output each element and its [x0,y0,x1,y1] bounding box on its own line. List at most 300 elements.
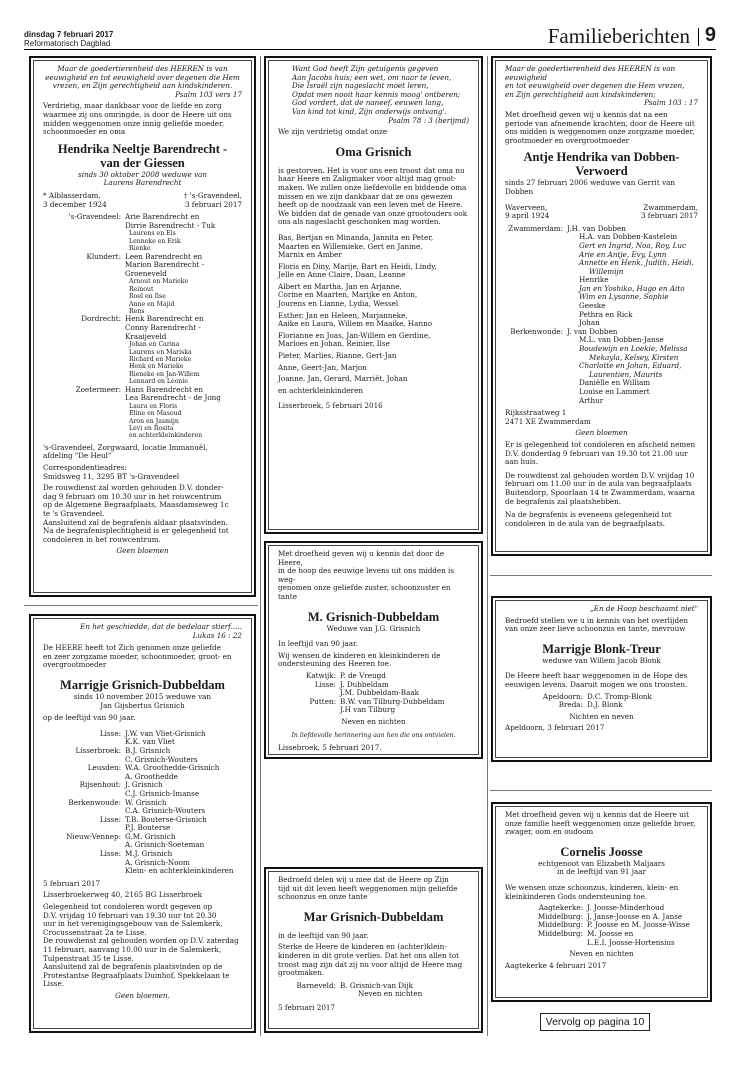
intro-line: onze familie heeft weggenomen onze geliefde broer, [505,818,696,828]
correspondence-line: Smidsweg 11, 3295 BT 's-Gravendeel [43,471,180,481]
deceased-name [505,150,698,178]
grandchildren-line: Marloes en Johan, Reinier, Ilse [278,339,390,349]
issue-date: dinsdag 7 februari 2017 [24,30,114,39]
notice-text [278,943,469,977]
family-name: Conny Barendrecht - Kraaijeveld [125,322,201,341]
intro-line: De HEERE heeft tot Zich genomen onze geliefde [43,643,221,653]
grandchildren-line: Corine en Maarten, Marijke en Anton, [278,290,418,300]
notice-date: 5 februari 2017 [43,878,101,888]
intro-line: schoonzus en onze tante [278,892,368,902]
grandchildren-group [278,283,469,309]
notice-intro [505,111,698,145]
grandchild-name: Reinout [129,285,154,293]
widow-line: sinds 30 oktober 2008 weduwe van [78,169,207,179]
verse-line: Maar de goedertierenheid des HEEREN is van eeuwigheid [505,64,676,82]
family-name: Hans Barendrecht en [125,384,204,394]
notice-footer: Apeldoorn, 3 februari 2017 [505,723,605,733]
family-subline: M.L. van Dobben-Janse [579,335,664,345]
family-subline: Jan en Yoshiko, Hugo en Aito [579,283,685,293]
family-name: J. Grisnich [125,780,163,790]
family-list [505,904,698,947]
family-name: C.A. Grisnich-Wouters [125,806,206,816]
death-date: 3 februari 2017 [640,211,698,221]
family-entry [43,764,242,781]
widow-of: sinds 27 februari 2006 weduwe van Gerrit van Dobben [505,178,675,196]
grandchildren-line: en achterkleinkinderen [278,385,363,395]
funeral-line: de begrafenis zal plaatshebben. [505,496,622,506]
family-place: Lisse: [99,728,121,738]
family-name: W.A. Groothedde-Grisnich [125,763,220,773]
correspondence-line: Correspondentieadres: [43,462,127,472]
intro-line: grootmoeder en overgrootmoeder [505,135,630,145]
grandchild-name: Johan en Carina [129,341,180,349]
funeral-line: 11 februari, aanvang 10.00 uur in de Salemkerk, [43,945,222,954]
grandchildren-group [278,234,469,260]
family-names [125,816,242,833]
funeral-line: Aansluitend zal de begrafenis aldaar plaatsvinden. [43,517,228,527]
death-place: † 's-Gravendeel, [183,190,242,200]
family-subline: Geeske [579,301,606,311]
funeral-line: Er is gelegenheid tot condoleren en afscheid nemen [505,439,696,449]
header-divider [698,28,699,46]
family-names [125,315,242,385]
family-name: C. Grisnich-Wouters [125,754,198,764]
funeral-line: Na de begrafenisplechtigheid is er gelegenheid tot [43,526,229,536]
notice-intro [505,617,698,634]
grandchildren-line: Albert en Martha, Jan en Arjanne, [278,281,402,291]
notice-footer: Lissebroek, 5 februari 2017. [278,742,382,752]
verse-line: En het geschiedde, dat de bedelaar stierf..... [80,622,242,631]
family-names [125,764,242,781]
family-name: J.W. van Vliet-Grisnich [125,728,206,738]
family-names [567,328,698,405]
correspondence-address [43,464,242,481]
funeral-line: op de Algemene Begraafplaats, Maasdamseweg 1c [43,500,229,510]
funeral-line: De rouwdienst zal gehouden worden D.V. vrijdag 10 [505,470,695,480]
notice-mar-grisnich [264,867,483,1033]
notice-hendrika-barendrecht [29,56,256,597]
notice-oma-grisnich [264,56,483,534]
funeral-line: uur in het verenigingsgebouw van de Salemkerk, [43,919,223,929]
intro-line: genomen onze geliefde zuster, schoonzuster en tante [278,583,451,601]
notice-intro [278,876,469,902]
funeral-line: Na de begrafenis is eveneens gelegenheid tot [505,510,672,520]
verse-line: en Zijn gerechtigheid aan kindskinderen; [505,89,656,99]
birth-date: 9 april 1924 [505,211,550,221]
family-place: Klundert: [86,251,121,261]
text-line: heeft op de noodzaak van een leven met de Heere. [278,200,463,210]
grandchildren-group [278,332,469,349]
family-place: Leusden: [87,763,121,773]
family-place: Lisse: [314,679,336,689]
verse-line: vrezen, en Zijn gerechtigheid aan kindskinderen. [52,81,233,91]
widow-line: sinds 10 november 2015 weduwe van [73,691,212,701]
family-place: Zoetermeer: [75,384,121,394]
family-list [278,672,469,715]
birth-death [43,192,242,209]
intro-line: Bedroefd stellen we u in kennis van het overlijden [505,615,688,625]
family-name: A. Groothedde [125,771,178,781]
family-place: Lisserbroek: [75,745,121,755]
funeral-info [43,484,242,544]
name-line: van der Giessen [100,155,185,170]
family-name: P.J. Bouterse [125,823,171,833]
grandchildren-group [278,263,469,280]
family-place: Berkenwoude: [68,797,121,807]
funeral-line: Crocussenstraat 2a te Lisse. [43,927,147,937]
text-line: eeuwigen levens. Daaruit mogen we ons troosten. [505,679,688,689]
notice-marrigje-blonk [491,596,712,762]
funeral-line: De rouwdienst zal worden gehouden D.V. donder- [43,483,224,493]
funeral-line: dag 9 februari om 10.30 uur in het rouwcentrum [43,491,222,501]
family-name: B.W. van Tilburg-Dubbeldam [340,696,445,706]
widow-of: weduwe van Willem Jacob Blonk [542,655,661,665]
name-line: Verwoerd [575,164,628,179]
grandchildren-line: Marnix en Amber [278,250,342,260]
deceased-name: Marrigje Grisnich-Dubbeldam [60,677,225,692]
page-number: 9 [704,24,716,46]
row-rule-3 [490,790,712,791]
column-rule-1 [260,56,261,1036]
verse-line: Aan Jacobs huis; een wet, om naar te leven, [292,72,452,82]
deceased-name: Oma Grisnich [335,144,412,159]
family-place: Barneveld: [296,980,336,990]
text-line: missen en we zijn dankbaar dat ze ons gewezen [278,191,453,201]
notice-m-grisnich [264,541,483,759]
text-line: kinderen in dit grote verlies. Dat het ons allen tot [278,950,460,960]
family-place: Middelburg: [537,920,583,930]
deceased-name: Marrigje Blonk-Treur [542,641,661,656]
family-entry [505,930,698,947]
grandchildren-line: Jelle en Anne Claire, Daan, Leanne [278,270,406,280]
verse-line: Want God heeft Zijn getuigenis gegeven [292,64,439,73]
family-name: C.J. Grisnich-Imanse [125,788,200,798]
family-place: 's-Gravendeel: [68,212,121,222]
grandchild-name: Aron en Jasmijn [129,417,179,425]
family-place: Lisse: [99,814,121,824]
family-list [505,693,698,710]
notice-text [278,167,469,227]
funeral-line: D.V. vrijdag 10 februari van 19.30 uur tot 20.30 [43,910,217,920]
intro-line: Verdrietig, maar dankbaar voor de liefde en zorg [43,101,222,111]
family-name: J. Janse-Joosse en A. Janse [587,911,683,921]
family-place: Lisse: [99,849,121,859]
death-place: Zwammerdam, [643,202,698,212]
notice-text [505,884,698,901]
birth-place: Waverveen, [505,202,548,212]
family-name: L.E.I. Joosse-Hortensius [587,937,675,947]
notice-marrigje-grisnich [29,614,256,1033]
family-entry [43,850,242,876]
family-entry [43,213,242,252]
family-names [125,213,242,252]
no-flowers-note: Geen bloemen. [115,990,170,1000]
funeral-line: condoleren in het rouwcentrum. [43,534,161,544]
family-name: Leen Barendrecht en [125,251,203,261]
family-place: Apeldoorn: [542,691,583,701]
text-line: troost mag zijn dat zij nu voor altijd de Heere mag [278,959,463,969]
age-line: in de leeftijd van 90 jaar. [278,930,369,940]
row-rule-2 [490,575,712,576]
funeral-line: te 's Gravendeel. [43,508,105,518]
family-names [340,698,469,715]
death-date: 3 februari 2017 [184,199,242,209]
grandchildren-line: Bas, Bertjan en Minanda, Jannita en Peter, [278,232,434,242]
family-subline: H.A. van Dobben-Kastelein [579,232,678,242]
text-line: De Heere heeft haar weggenomen in de Hope des [505,671,688,681]
family-entry [43,315,242,385]
grandchildren-line: Florianne en Joas, Jan-Willem en Gerdine, [278,330,431,340]
deceased-name: M. Grisnich-Dubbeldam [307,609,440,624]
family-list [43,730,242,876]
grandchildren-list [278,234,469,396]
family-names [340,681,469,698]
birth-place: * Alblasserdam, [43,190,101,200]
verse-line: Van kind tot kind, Zijn onderwijs ontvang'. [292,106,447,116]
address-line: Rijksstraatweg 1 [505,408,567,418]
grandchild-name: Rens [129,307,145,315]
family-names [125,386,242,440]
verse-line: God vordert, dat de naneef, eeuwen lang, [292,98,444,108]
family-name: P. Joosse en M. Joosse-Wisse [587,920,690,930]
family-place: Aagtekerke: [538,903,583,913]
notice-verse [43,65,242,91]
notice-text [505,672,698,689]
grandchildren-line: Joanne, Jan, Gerard, Marriët, Johan [278,374,408,384]
family-place: Breda: [558,700,583,710]
grandchildren-group [278,387,469,396]
family-entry [505,225,698,328]
birth-death [505,204,698,221]
intro-line: Met droefheid geven wij u kennis dat de Heere uit [505,810,689,819]
grandchildren-line: Maarten en Willemieke, Gert en Janine, [278,241,423,251]
funeral-line: Aansluitend zal de begrafenis plaatsvinden op de [43,962,223,972]
verse-reference: Psalm 103 vers 17 [175,89,242,99]
family-names [125,730,242,747]
intro-line: in de hoop des eeuwige levens uit ons midden is weg- [278,566,455,584]
verse-reference: Lukas 16 : 22 [192,630,242,640]
family-subline: Wim en Lysanne, Sophie [579,292,669,302]
family-subline: Louise en Lammert [579,387,650,396]
family-name: J.H. van Dobben [567,223,626,233]
family-names [125,747,242,764]
family-subline: Henrike [579,275,609,285]
intro-line: Met droefheid geven wij u kennis dat door de Heere, [278,549,445,567]
funeral-line: D.V. donderdag 9 februari van 19.30 tot 21.00 uur [505,448,688,458]
family-entry [43,799,242,816]
widow-line: Laurens Barendrecht [103,178,182,188]
family-subline: Gert en Ingrid, Noa, Roy, Luc [579,240,687,250]
grandchild-name: Eline en Masoud [129,410,182,418]
family-names [340,982,469,999]
family-entry [278,982,469,999]
family-entry [278,698,469,715]
notice-verse [278,65,469,117]
intro-line: van onze zeer lieve schoonzus en tante, mevrouw [505,624,686,634]
family-name: A. Grisnich-Noom [125,857,190,867]
family-name: J.M. Dubbeldam-Baak [340,688,420,698]
funeral-line: Gelegenheid tot condoleren wordt gegeven op [43,902,213,912]
text-line: ondersteuning des Heeren toe. [278,659,392,669]
verse-line: en tot eeuwigheid over degenen die Hem vrezen, [505,81,685,91]
verse-line: Die Israël zijn nageslacht moet leren, [292,81,429,91]
family-names [125,850,242,876]
funeral-line: Protestantse Begraafplaats Duinhof, Spekkelaan te [43,970,230,980]
family-name: A. Grisnich-Soeteman [125,840,205,850]
grandchildren-line: Jourens en Lianne, Lydia, Wessel [278,299,399,309]
intro-line: en zeer zorgzame moeder, schoonmoeder, groot- en [43,651,232,661]
grandchildren-line: Aaike en Laura, Willem en Maaike, Hanno [278,319,433,329]
family-place: Middelburg: [537,911,583,921]
address-line: 2471 XE Zwammerdam [505,416,591,426]
family-name: J.H van Tilburg [340,705,396,715]
notice-footer: Lisserbroek, 5 februari 2016 [278,401,383,411]
family-place: Rijsenhout: [79,780,121,790]
verse-line: Maar de goedertierenheid des HEEREN is van [57,64,228,73]
family-place: Dordrecht: [81,314,121,324]
grandchildren-line: Esther, Jan en Heleen, Marjanneke, [278,310,408,320]
grandchild-name: Henk en Marieke [129,363,184,371]
family-place: Nieuw-Vennep: [66,831,121,841]
grandchild-name: Rieneke en Jan-Willem [129,370,200,378]
grandchild-name: Levi en Rosita [129,424,174,432]
continued-on-page-link[interactable]: Vervolg op pagina 10 [540,1013,650,1031]
notice-intro [278,550,469,602]
text-line: We wensen onze schoonzus, kinderen, klein- en [505,882,679,892]
grandchild-name: en achterkleinkinderen [129,432,203,440]
family-names [587,701,698,710]
newspaper-name: Reformatorisch Dagblad [24,39,111,48]
section-title: Familieberichten [547,24,690,48]
text-line: Wij wensen de kinderen en kleinkinderen de [278,650,441,660]
grandchild-name: Roel en Ilse [129,293,166,301]
family-subline: Willemijn [589,266,624,276]
intro-line: Met droefheid geven wij u kennis dat na een [505,109,668,119]
grandchildren-group [278,312,469,329]
intro-line: Bedroefd delen wij u mee dat de Heere op Zijn [278,875,449,884]
age-line: In leeftijd van 90 jaar. [278,639,358,649]
family-name: J. Joosse-Minderhoud [587,903,665,913]
widow-of [43,693,242,710]
no-flowers-note: Geen bloemen [116,546,169,556]
family-name: D.C. Tromp-Blonk [587,691,652,701]
family-names [587,930,698,947]
family-name: Klein- en achterkleinkinderen [125,866,234,876]
family-names [125,781,242,798]
page-header-left [24,30,113,48]
birth-date: 3 december 1924 [43,199,107,209]
family-subline: Johan [579,318,600,328]
closing-line: Neven en nichten [358,989,423,999]
family-entry [278,681,469,698]
text-line: ons als nageslacht geschonken mag worden. [278,217,441,227]
funeral-line: Buitendorp, Spoorlaan 14 te Zwammerdam, waarna [505,487,695,497]
closing-line: Nichten en neven [569,711,634,721]
grandchild-name: Lennard en Leonie [129,378,189,386]
funeral-line: De rouwdienst zal gehouden worden op D.V. zaterdag [43,936,239,946]
grandchild-name: Rienke [129,245,151,253]
grandchild-name: Lenneke en Erik [129,237,181,245]
row-rule-1 [24,605,258,606]
funeral-info [505,441,698,528]
grandchild-name: Laura en Floris [129,402,178,410]
family-entry [43,386,242,440]
grandchild-name: Laurens en Els [129,230,176,238]
intro-line: waarmee zij ons omringde, is door de Heere uit ons [43,109,232,119]
family-entry [43,730,242,747]
age-line: op de leeftijd van 90 jaar. [43,713,136,723]
family-names [567,225,698,328]
grandchild-name: Richard en Marieke [129,355,192,363]
family-name: M. Joosse en [587,928,634,938]
name-line: Antje Hendrika van Dobben- [523,150,680,165]
verse-reference: Psalm 78 : 3 (berijmd) [388,115,469,125]
widow-line: Jan Gijsbertus Grisnich [100,700,185,710]
memory-line: In liefdevolle herinnering aan hen die ons ontvielen. [291,731,456,739]
family-name: J. Dubbeldam [340,679,389,689]
family-name: W. Grisnich [125,797,167,807]
family-place: Zwammerdam: [508,223,563,233]
family-name: Henk Barendrecht en [125,314,204,324]
family-entry [505,328,698,405]
age-line: in de leeftijd van 91 jaar [556,867,647,877]
funeral-info [43,903,242,989]
family-list [505,225,698,405]
family-names [125,253,242,316]
family-name: J. van Dobben [567,326,618,336]
widow-of: Weduwe van J.G. Grisnich [326,623,421,633]
home-address: Lisserbroekerweg 40, 2165 BG Lisserbroek [43,890,202,900]
family-subline: Boudewijn en Loekie, Melissa [579,344,688,354]
notice-verse: „En de Hoop beschaamt niet" [590,604,698,613]
notice-intro [43,644,242,670]
home-address [505,409,698,426]
intro-line: overgrootmoeder [43,660,107,670]
residence [43,444,242,461]
family-subline: Laurentien, Maurits [589,369,663,379]
family-name: Marion Barendrecht - Groeneveld [125,260,205,278]
spouse-line: echtgenoot van Elizabeth Maljaars [538,858,665,868]
verse-line: eeuwigheid en tot eeuwigheid over degenen die Hem [45,72,240,82]
name-line: Hendrika Neeltje Barendrecht - [57,141,228,156]
family-place: Berkenwoude: [510,326,563,336]
funeral-line: aan huis. [505,457,539,467]
deceased-name: Mar Grisnich-Dubbeldam [303,909,444,924]
widow-of [43,171,242,188]
funeral-line: Tulpenstraat 35 te Lisse. [43,953,134,963]
grandchildren-line: Floris en Diny, Marije, Bart en Heidi, Lindy, [278,261,437,271]
family-place: Katwijk: [306,670,336,680]
family-subline: Arthur [579,395,604,405]
text-line: is gestorven. Het is voor ons een troost dat oma nu [278,165,465,175]
family-subline: Charlotte en Johan, Eduard, [579,361,682,371]
notice-intro [505,811,698,837]
family-place: Putten: [309,696,336,706]
family-subline: Pethra en Rick [579,309,633,319]
intro-line: periode van afnemende krachten, door de Heere uit [505,118,695,128]
grandchild-name: Arnout en Marieke [129,278,189,286]
notice-cornelis-joosse [491,802,712,1002]
residence-line: afdeling "De Heul" [43,451,112,461]
family-name: Lea Barendrecht - de Jong [125,393,221,403]
grandchildren-line: Anne, Geert-Jan, Marjon [278,362,367,372]
intro-line: tijd uit dit leven heeft weggenomen mijn geliefde [278,883,458,893]
family-name: B. Grisnich-van Dijk [340,980,413,990]
closing-line: Neven en nichten [341,716,406,726]
intro-line: midden weggenomen onze innig geliefde moeder, [43,118,224,128]
funeral-line: condoleren in de aula van de begraafplaats. [505,518,666,528]
family-name: M.J. Grisnich [125,849,173,859]
